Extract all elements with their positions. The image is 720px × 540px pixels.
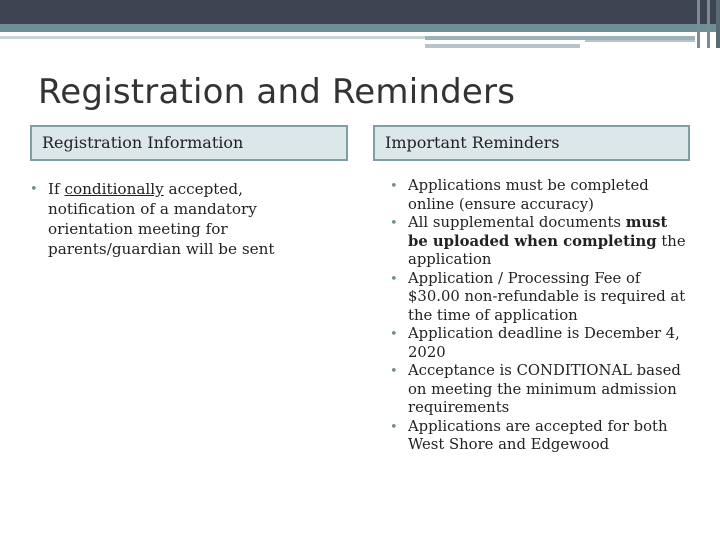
- bullet-text: Applications are accepted for both West Shore and Edgewood: [408, 417, 668, 453]
- decorative-line: [0, 36, 430, 39]
- bullet-icon: •: [390, 216, 398, 231]
- bullet-text-underlined: conditionally: [64, 180, 164, 198]
- bullet-text-bold: must be uploaded when completing: [408, 214, 668, 250]
- list-item: [390, 418, 690, 455]
- bullet-text: Applications must be completed online (ensure accuracy): [408, 177, 649, 213]
- registration-information-header: Registration Information: [30, 125, 348, 161]
- bullet-text-suffix: accepted, notification of a mandatory orientation meeting for parents/guardian will be sent: [48, 180, 275, 258]
- list-item: [390, 362, 690, 418]
- list-item: [30, 179, 330, 259]
- corner-decoration: [716, 0, 720, 48]
- list-item: [390, 177, 690, 214]
- corner-decoration: [697, 0, 700, 48]
- bullet-text-suffix: the application: [408, 232, 686, 268]
- bullet-icon: •: [390, 271, 398, 287]
- decorative-line: [425, 44, 580, 48]
- list-item: [390, 214, 690, 270]
- bullet-icon: •: [390, 364, 398, 379]
- decorative-line: [585, 40, 695, 42]
- top-accent-stripe: [0, 24, 720, 32]
- top-banner: [0, 0, 720, 24]
- list-item: [390, 325, 690, 362]
- bullet-icon: •: [390, 419, 398, 435]
- slide-title: Registration and Reminders: [38, 72, 516, 112]
- corner-decoration: [707, 0, 710, 48]
- registration-information-list: [30, 179, 330, 259]
- bullet-icon: •: [30, 182, 38, 197]
- important-reminders-list: [390, 177, 690, 455]
- bullet-text-prefix: If: [48, 180, 65, 198]
- bullet-text-prefix: All supplemental documents: [408, 214, 626, 231]
- bullet-icon: •: [390, 179, 398, 194]
- bullet-text: Acceptance is CONDITIONAL based on meeting the minimum admission requirements: [408, 362, 681, 416]
- list-item: [390, 270, 690, 326]
- important-reminders-header: Important Reminders: [373, 125, 690, 161]
- bullet-text: Application deadline is December 4, 2020: [408, 325, 680, 361]
- bullet-icon: •: [390, 327, 398, 342]
- bullet-text: Application / Processing Fee of $30.00 non-refundable is required at the time of application: [408, 269, 686, 324]
